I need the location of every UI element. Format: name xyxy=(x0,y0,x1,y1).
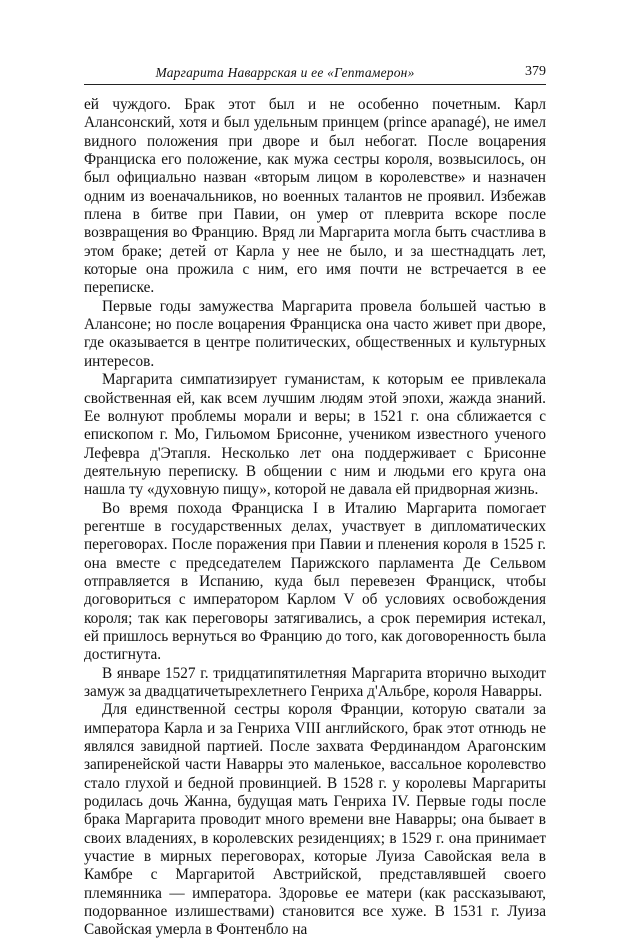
paragraph-continued: ей чуждого. Брак этот был и не особенно почетным. Карл Алансонский, хотя и был удельным принцем (prince apanagé), не имел видного положения при дворе и был небогат. После воцарения Франциска его положение, как мужа сестры короля, возвысилось, он был официально назван «вторым лицом в королевстве» и назначен одним из военачальников, но военных талантов не проявил. Избежав плена в битве при Павии, он умер от плеврита вскоре после возвращения во Францию. Вряд ли Маргарита могла быть счастлива в этом браке; детей от Карла у нее не было, и за шестнадцать лет, которые она прожила с ним, его имя почти не встречается в ее переписке. xyxy=(84,96,546,297)
paragraph: Первые годы замужества Маргарита провела большей частью в Алансоне; но после воцарения Франциска она часто живет при дворе, где оказывается в центре политических, общественных и культурных интересов. xyxy=(84,297,546,370)
paragraph: В январе 1527 г. тридцатипятилетняя Маргарита вторично выходит замуж за двадцатичетырехлетнего Генриха д'Альбре, короля Наварры. xyxy=(84,664,546,700)
paragraph: Во время похода Франциска I в Италию Маргарита помогает регентше в государственных делах, участвует в дипломатических переговорах. После поражения при Павии и пленения короля в 1525 г. она вместе с председателем Парижского парламента Де Сельвом отправляется в Испанию, куда был перевезен Франциск, чтобы договориться с императором Карлом V об условиях освобождения короля; так как переговоры затягивались, а срок перемирия истекал, ей пришлось вернуться во Францию до того, как договоренность была достигнута. xyxy=(84,499,546,664)
body-text xyxy=(84,96,546,940)
page-number: 379 xyxy=(525,64,546,79)
running-head xyxy=(84,62,546,85)
paragraph: Маргарита симпатизирует гуманистам, к которым ее привлекала свойственная ей, как всем лучшим людям этой эпохи, жажда знаний. Ее волнуют проблемы морали и веры; в 1521 г. она сближается с епископом г. Мо, Гильомом Брисонне, учеником известного ученого Лефевра д'Этапля. Несколько лет она поддерживает с Брисонне деятельную переписку. В общении с ним и людьми его круга она нашла ту «духовную пищу», которой не давала ей придворная жизнь. xyxy=(84,371,546,499)
paragraph: Для единственной сестры короля Франции, которую сватали за императора Карла и за Генриха VIII английского, брак этот отнюдь не являлся завидной партией. После захвата Фердинандом Арагонским запиренейской части Наварры это маленькое, вассальное королевство стало глухой и бедной провинцией. В 1528 г. у королевы Маргариты родилась дочь Жанна, будущая мать Генриха IV. Первые годы после брака Маргарита проводит много времени вне Наварры; она бывает в своих владениях, в королевских резиденциях; в 1529 г. она принимает участие в мирных переговорах, которые Луиза Савойская вела в Камбре с Маргаритой Австрийской, представлявшей своего племянника — императора. Здоровье ее матери (как рассказывают, подорванное излишествами) становится все хуже. В 1531 г. Луиза Савойская умерла в Фонтенбло на xyxy=(84,701,546,939)
running-head-title: Маргарита Наваррская и ее «Гептамерон» xyxy=(155,65,415,80)
